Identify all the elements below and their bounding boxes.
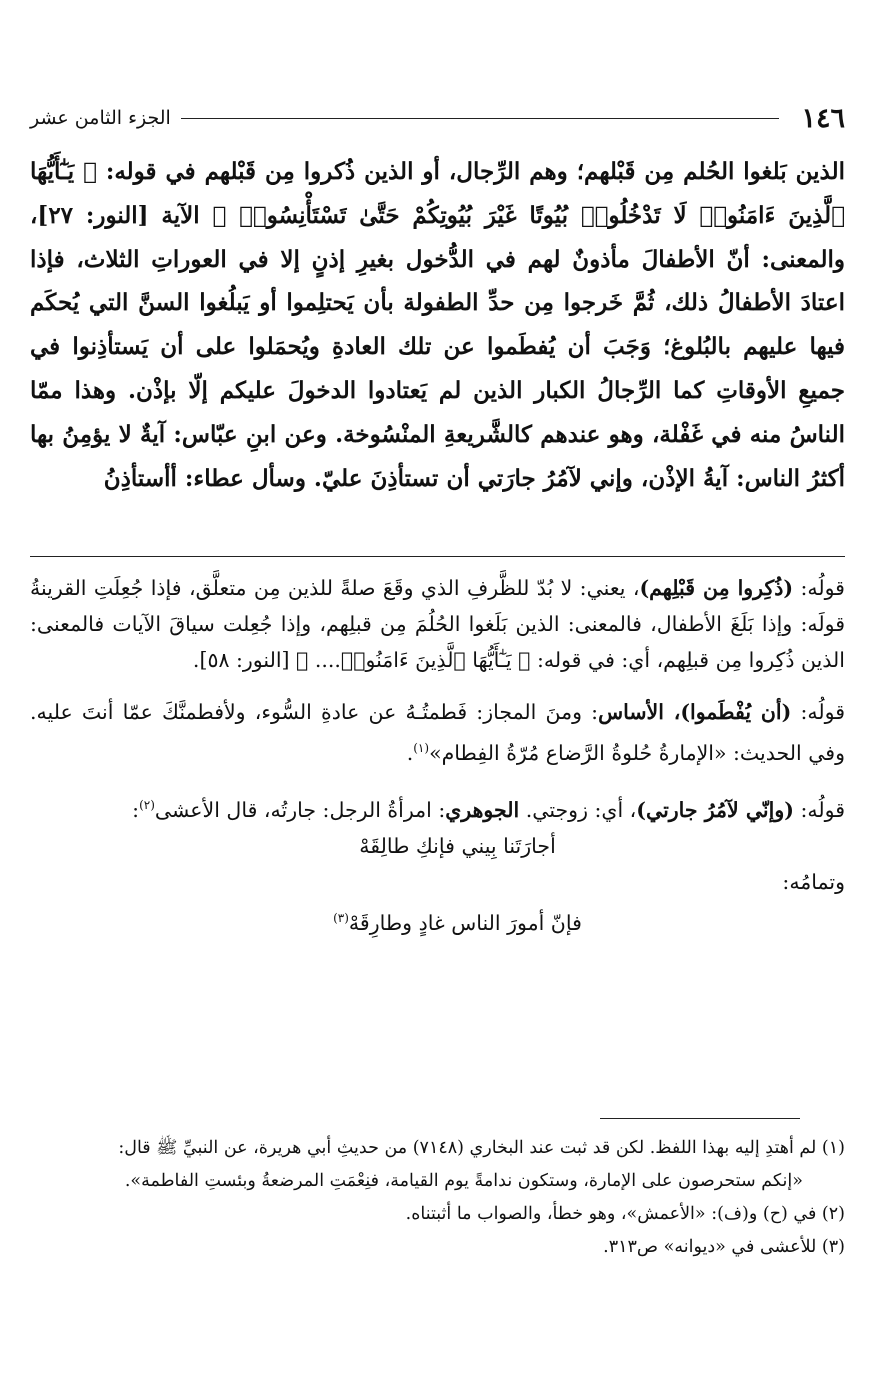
continuation-label: وتمامُه:	[782, 869, 845, 894]
main-highlight: ذُكروا مِن قَبْلهم	[204, 158, 356, 185]
main-text-segment: أن تستأذِنَ عليّ. وسأل عطاء: أأستأذِنُ	[103, 464, 478, 492]
footnote-3: (٣) للأعشى في «ديوانه» ص٣١٣.	[603, 1237, 845, 1257]
commentary-note-1	[30, 570, 845, 678]
page-number: ١٤٦	[801, 102, 845, 134]
note-end: :	[132, 797, 140, 822]
note-lead: قولُه:	[793, 797, 845, 822]
footnote-1-continuation: «إنكم ستحرصون على الإمارة، وستكون ندامةً يوم القيامة، فنِعْمَتِ المرضعةُ وبئستِ الفاطمة».	[124, 1171, 803, 1191]
main-paragraph	[30, 150, 845, 500]
note-text: : ومنَ المجاز: فَطمتُـهُ عن عادةِ السُّوء، ولأفطمنَّكَ عمّا أنتَ عليه. وفي الحديث: «الإمارةُ حُلوةُ الرَّضاع مُرّةُ الفِطام»	[30, 700, 845, 765]
note-text: : امرأةُ الرجل: جارتُه، قال الأعشى	[154, 797, 446, 822]
footnotes	[30, 1132, 845, 1264]
running-title: الجزء الثامن عشر	[30, 107, 171, 129]
commentary-note-2	[30, 694, 845, 771]
main-text	[30, 150, 845, 500]
main-highlight: أن يُفطَموا	[486, 333, 591, 361]
note-keyword: (وإنّي لآمُرُ جارتي)	[636, 797, 794, 822]
note-lead: قولُه:	[793, 576, 845, 600]
footnote-2: (٢) في (ح) و(ف): «الأعمش»، وهو خطأ، والصواب ما أثبتناه.	[405, 1204, 845, 1224]
footnote-ref: (٢)	[139, 797, 155, 812]
commentary-divider	[30, 556, 845, 557]
main-text-segment: في قوله: ﴿ يَـٰٓأَيُّهَا ٱلَّذِينَ ءَامَنُوا۟ لَا تَدْخُلُوا۟ بُيُوتًا غَيْرَ بُيُوتِكُمْ حَتَّىٰ تَسْتَأْنِسُوا۟ ﴾ الآية [النور: ٢٧]، والمعنى: أنّ الأطفالَ مأذونٌ لهم في الدُّخول بغيرِ إذنٍ إلا في العوراتِ الثلاث، فإذا اعتادَ الأطفالُ ذلك، ثُمَّ خَرجوا مِن حدِّ الطفولة بأن يَحتلِموا أو يَبلُغوا السنَّ التي يُحكَم فيها عليهم بالبُلوغ؛ وَجَبَ	[30, 158, 846, 361]
note-end: .	[406, 740, 414, 765]
poetry-verse-1: أجارَتَنا بِيني فإنكِ طالِقَهْ	[359, 833, 556, 858]
footnote-ref: (١)	[413, 741, 430, 755]
commentary-note-3	[30, 787, 845, 828]
footnote-1: (١) لم أهتدِ إليه بهذا اللفظ. لكن قد ثبت عند البخاري (٧١٤٨) من حديثِ أبي هريرة، عن النبيِّ ﷺ قال:	[118, 1138, 845, 1158]
main-text-segment: عن تلك العادةِ ويُحمَلوا على أن يَستأذِنوا في جميعِ الأوقاتِ كما الرِّجالُ الكبار الذين لم يَعتادوا الدخولَ عليكم إلّا بإذْن. وهذا ممّا الناسُ منه في غَفْلة، وهو عندهم كالشَّريعةِ المنْسُوخة. وعن ابنِ عبّاس: آيةٌ لا يؤمِنُ بها أكثرُ الناس: آيةُ الإذْن،	[30, 333, 845, 492]
note-keyword: (أن يُفْطَموا)، الأساس	[598, 700, 792, 724]
footnote-divider	[600, 1118, 800, 1119]
note-text: ، أي: زوجتي.	[519, 797, 637, 822]
verse-text: فإنّ أمورَ الناس غادٍ وطارِقَهْ	[348, 910, 582, 935]
note-text: ، يعني: لا بُدّ للظَّرفِ الذي وقَعَ صلةً للذين مِن متعلَّق، فإذا جُعِلَتِ القرينةُ قولَه: وإذا بَلَغَ الأطفال، فالمعنى: الذين بَلَغوا الحُلُمَ مِن قبلِهم، وإذا جُعِلت سياقَ الآيات فالمعنى: الذين ذُكِروا مِن قبلِهم، أي: في قوله: ﴿ يَـٰٓأَيُّهَا ٱلَّذِينَ ءَامَنُوا۟.... ﴾ [النور: ٥٨].	[30, 576, 845, 672]
poetry-verse-2	[30, 900, 845, 941]
main-text-segment: الذين بَلغوا الحُلم مِن قَبْلهم؛ وهم الرِّجال، أو الذين	[355, 158, 845, 185]
page-header	[30, 98, 845, 138]
header-rule	[181, 118, 780, 119]
note-keyword: الجوهري	[445, 797, 520, 822]
commentary	[30, 570, 845, 940]
footnote-ref: (٣)	[333, 910, 349, 925]
note-keyword: (ذُكِروا مِن قَبْلِهم)	[639, 576, 794, 600]
note-lead: قولُه:	[791, 700, 845, 724]
main-highlight: وإني لآمُرُ جارَتي	[477, 464, 633, 492]
